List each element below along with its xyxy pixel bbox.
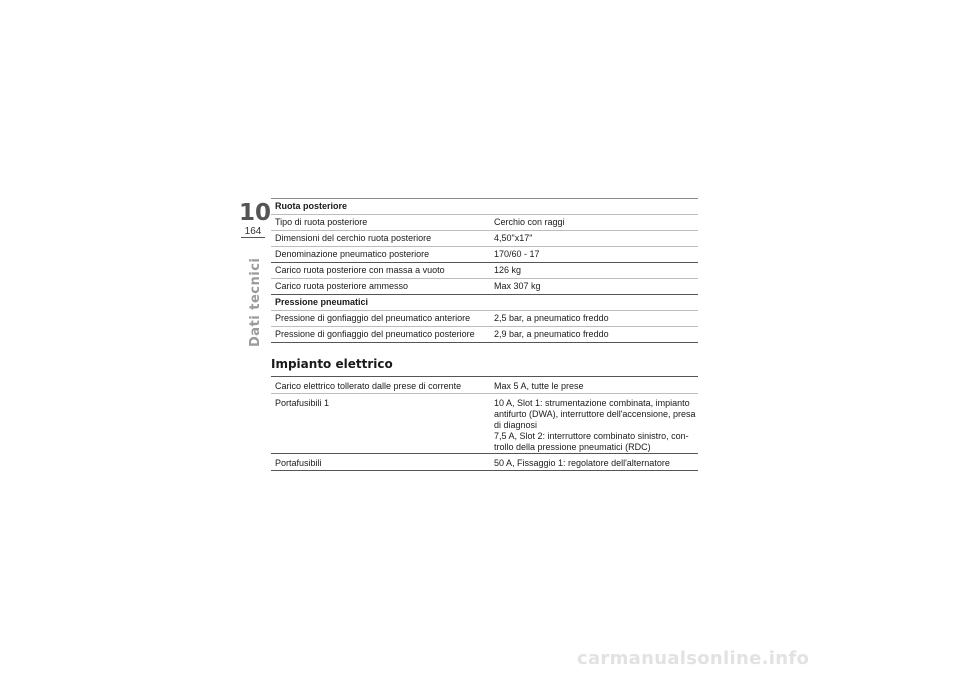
table-row [271,454,698,471]
table-row [271,263,698,279]
spec-value: 4,50"x17" [490,231,698,247]
electrical-table [271,377,698,471]
spec-value-line: 50 A, Fissaggio 1: regolatore dell'alternatore [494,458,670,468]
spec-value: 2,5 bar, a pneumatico freddo [490,311,698,327]
spec-value [490,454,698,471]
spec-value-line: 7,5 A, Slot 2: interruttore combinato sinistro, con- [494,431,689,441]
tyre-pressure-heading: Pressione pneumatici [271,295,698,311]
electrical-heading: Impianto elettrico [271,356,698,377]
spec-label: Denominazione pneumatico posteriore [271,247,490,263]
table-row [271,311,698,327]
spec-label: Portafusibili [271,454,490,471]
spec-label: Tipo di ruota posteriore [271,215,490,231]
chapter-title: Dati tecnici [248,257,263,347]
spec-label: Dimensioni del cerchio ruota posteriore [271,231,490,247]
table-row [271,279,698,295]
spec-value [490,377,698,394]
rear-wheel-heading: Ruota posteriore [271,199,698,215]
table-row [271,215,698,231]
spec-label: Carico ruota posteriore con massa a vuoto [271,263,490,279]
table-row [271,377,698,394]
spec-label: Pressione di gonfiaggio del pneumatico anteriore [271,311,490,327]
spec-label: Portafusibili 1 [271,394,490,454]
spec-value-line: trollo della pressione pneumatici (RDC) [494,442,651,452]
spec-label: Carico ruota posteriore ammesso [271,279,490,295]
spec-value: 2,9 bar, a pneumatico freddo [490,327,698,343]
spec-value [490,394,698,454]
section-heading-row [271,199,698,215]
table-row [271,394,698,454]
spec-value-line: di diagnosi [494,420,538,430]
spec-value: Cerchio con raggi [490,215,698,231]
sidebar-divider [241,237,265,238]
spec-value: 126 kg [490,263,698,279]
spec-value: Max 307 kg [490,279,698,295]
table-row [271,247,698,263]
spec-label: Pressione di gonfiaggio del pneumatico posteriore [271,327,490,343]
spec-content [271,198,698,471]
spec-value-line: 10 A, Slot 1: strumentazione combinata, impianto [494,398,690,408]
spec-value-line: Max 5 A, tutte le prese [494,381,584,391]
spec-label: Carico elettrico tollerato dalle prese di corrente [271,377,490,394]
spec-value: 170/60 - 17 [490,247,698,263]
chapter-number: 10 [239,200,272,226]
rear-wheel-table [271,198,698,343]
table-row [271,327,698,343]
section-heading-row [271,295,698,311]
spec-value-line: antifurto (DWA), interruttore dell'accensione, presa [494,409,696,419]
watermark: carmanualsonline.info [577,648,810,669]
table-row [271,231,698,247]
page-number: 164 [244,226,262,237]
